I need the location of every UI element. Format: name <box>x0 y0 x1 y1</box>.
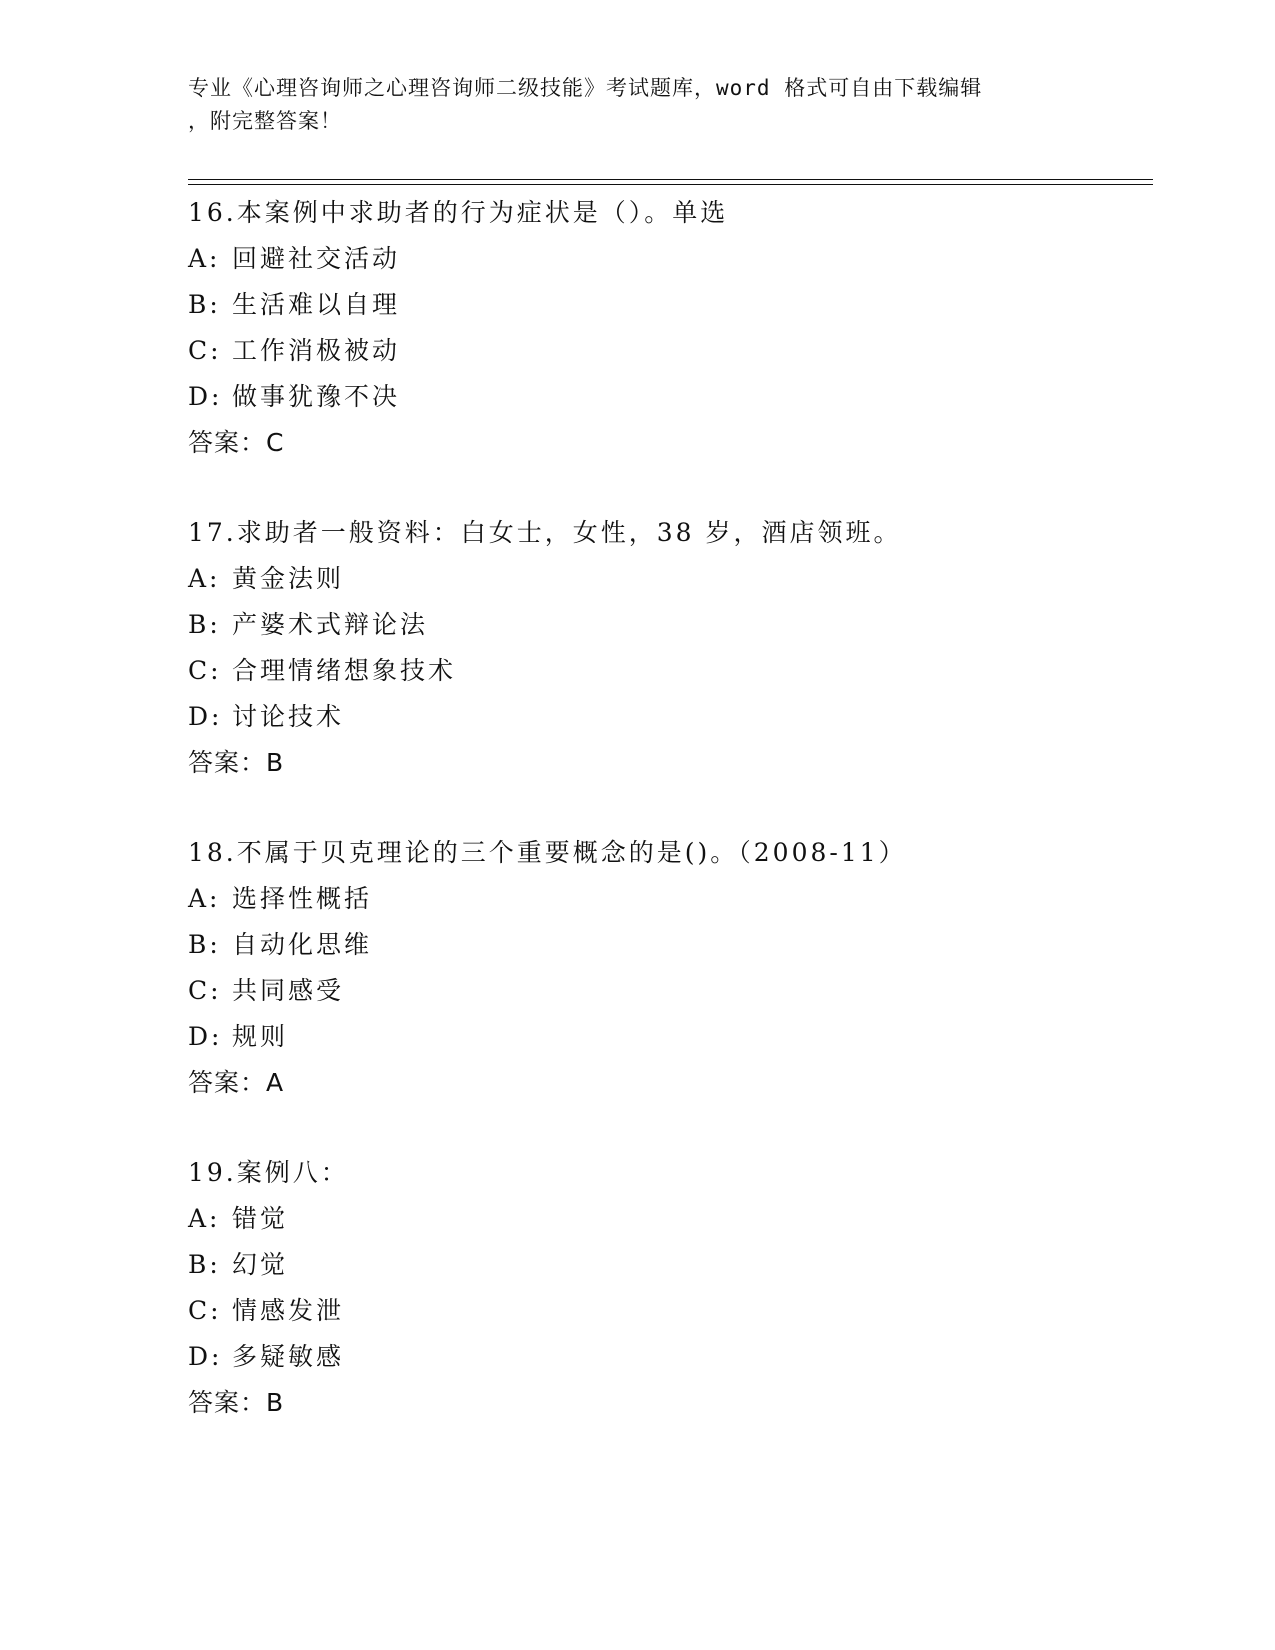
question-19 <box>188 1150 1148 1426</box>
option-d <box>188 1334 1148 1380</box>
option-text: 黄金法则 <box>232 564 345 593</box>
question-stem: 16.本案例中求助者的行为症状是（）。单选 <box>188 198 729 227</box>
option-key: D: <box>188 1022 223 1051</box>
option-a <box>188 236 1148 282</box>
question-16 <box>188 190 1148 466</box>
option-key: A: <box>188 244 221 273</box>
option-c <box>188 1288 1148 1334</box>
option-text: 共同感受 <box>232 976 345 1005</box>
option-text: 生活难以自理 <box>232 290 401 319</box>
option-key: C: <box>188 656 222 685</box>
question-18 <box>188 830 1148 1106</box>
option-key: B: <box>188 290 221 319</box>
option-text: 合理情绪想象技术 <box>232 656 457 685</box>
option-key: A: <box>188 1204 221 1233</box>
option-b <box>188 922 1148 968</box>
option-a <box>188 1196 1148 1242</box>
option-d <box>188 374 1148 420</box>
question-stem: 17.求助者一般资料：白女士，女性，38 岁，酒店领班。 <box>188 518 902 547</box>
header-divider-top <box>188 179 1153 180</box>
option-key: D: <box>188 382 223 411</box>
option-key: A: <box>188 884 221 913</box>
option-text: 做事犹豫不决 <box>232 382 401 411</box>
option-key: A: <box>188 564 221 593</box>
answer-label: 答案：B <box>188 748 285 777</box>
option-c <box>188 968 1148 1014</box>
option-d <box>188 694 1148 740</box>
document-header <box>188 72 1088 138</box>
option-text: 自动化思维 <box>232 930 373 959</box>
option-b <box>188 1242 1148 1288</box>
option-c <box>188 328 1148 374</box>
option-c <box>188 648 1148 694</box>
option-b <box>188 282 1148 328</box>
option-text: 讨论技术 <box>232 702 345 731</box>
option-b <box>188 602 1148 648</box>
header-line-2: ，附完整答案！ <box>188 109 342 133</box>
question-17 <box>188 510 1148 786</box>
question-stem: 19.案例八： <box>188 1158 349 1187</box>
option-key: C: <box>188 336 222 365</box>
option-text: 幻觉 <box>232 1250 289 1279</box>
option-key: D: <box>188 1342 223 1371</box>
option-key: B: <box>188 610 221 639</box>
option-key: C: <box>188 976 222 1005</box>
question-stem: 18.不属于贝克理论的三个重要概念的是()。（2008-11） <box>188 838 907 867</box>
option-text: 产婆术式辩论法 <box>232 610 429 639</box>
option-text: 规则 <box>232 1022 289 1051</box>
option-text: 工作消极被动 <box>232 336 401 365</box>
question-list <box>188 190 1148 1426</box>
option-key: C: <box>188 1296 222 1325</box>
option-d <box>188 1014 1148 1060</box>
option-key: B: <box>188 930 221 959</box>
option-text: 多疑敏感 <box>232 1342 345 1371</box>
option-text: 回避社交活动 <box>232 244 401 273</box>
option-key: D: <box>188 702 223 731</box>
option-key: B: <box>188 1250 221 1279</box>
option-a <box>188 876 1148 922</box>
header-divider-bottom <box>188 184 1153 185</box>
answer-label: 答案：C <box>188 428 285 457</box>
option-text: 情感发泄 <box>232 1296 345 1325</box>
header-line-1: 专业《心理咨询师之心理咨询师二级技能》考试题库，word 格式可自由下载编辑 <box>188 76 983 100</box>
option-a <box>188 556 1148 602</box>
answer-label: 答案：A <box>188 1068 285 1097</box>
option-text: 选择性概括 <box>232 884 373 913</box>
answer-label: 答案：B <box>188 1388 285 1417</box>
option-text: 错觉 <box>232 1204 289 1233</box>
